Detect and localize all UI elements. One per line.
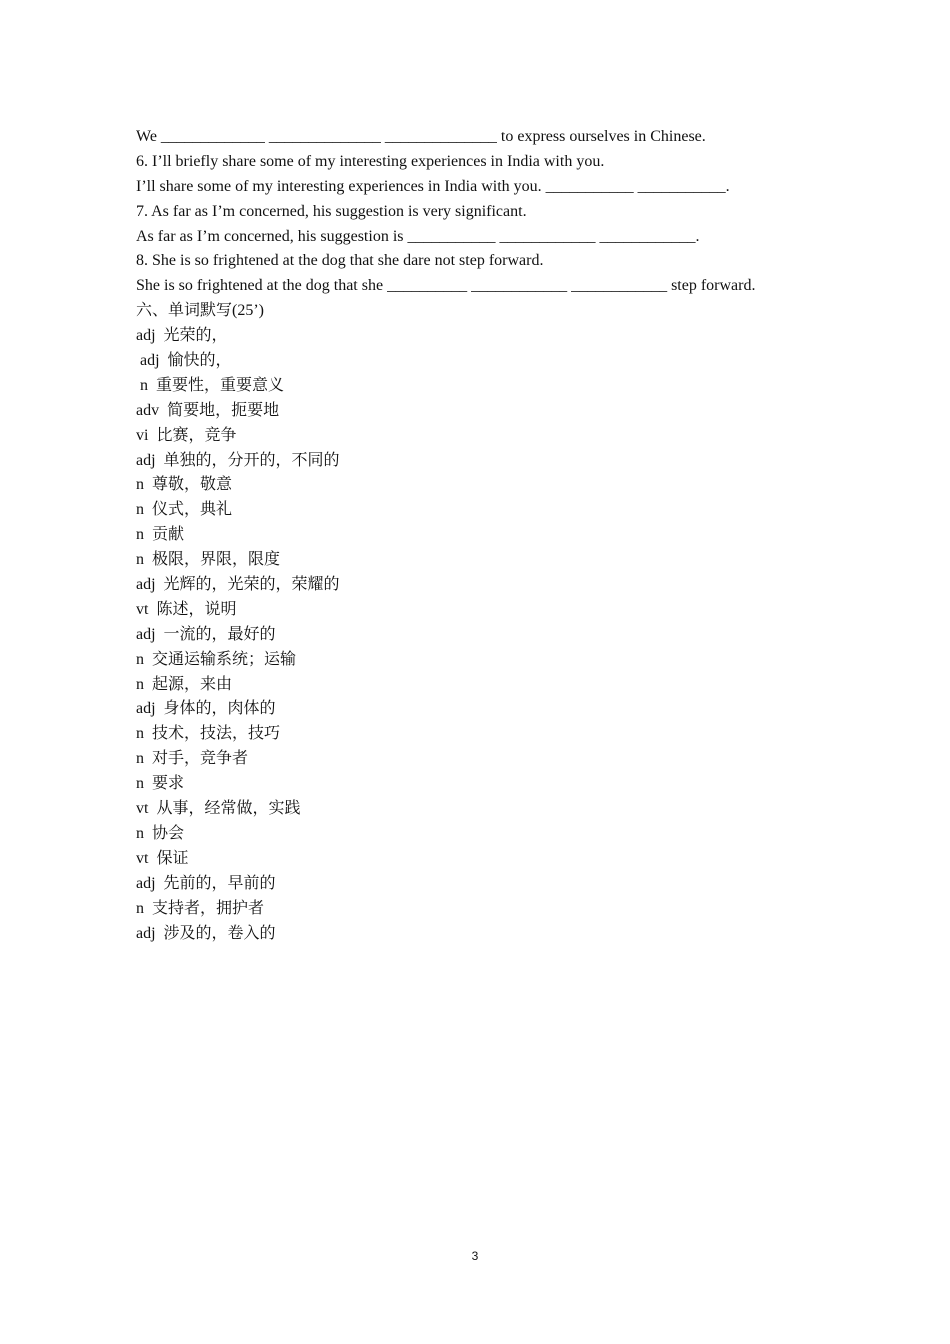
sentence-line: As far as I’m concerned, his suggestion is ___________ ____________ ____________. [136,227,700,245]
vocab-item: adj 光辉的，光荣的，荣耀的 [136,576,340,594]
section-heading: 六、单词默写(25’) [136,302,264,320]
vocab-item: adv 简要地，扼要地 [136,401,280,419]
vocab-item: adj 身体的，肉体的 [136,700,276,718]
sentence-line: I’ll share some of my interesting experiences in India with you. ___________ ___________. [136,177,730,195]
vocab-item: adj 光荣的， [136,327,228,345]
sentence-line: 7. As far as I’m concerned, his suggestion is very significant. [136,202,527,220]
vocab-item: n 尊敬，敬意 [136,476,233,494]
vocab-item: adj 先前的，早前的 [136,874,276,892]
vocab-item: n 对手，竞争者 [136,750,249,768]
sentence-line: 8. She is so frightened at the dog that she dare not step forward. [136,252,544,270]
vocab-item: n 协会 [136,824,185,842]
vocab-item: n 技术，技法，技巧 [136,725,281,743]
vocab-item: adj 涉及的，卷入的 [136,924,276,942]
vocab-item: n 仪式，典礼 [136,501,233,519]
vocab-item: n 重要性，重要意义 [136,376,285,394]
vocab-item: vt 从事，经常做，实践 [136,800,301,818]
sentence-line: We _____________ ______________ ______________ to express ourselves in Chinese. [136,128,706,145]
vocab-item: adj 一流的，最好的 [136,625,276,643]
vocab-item: adj 单独的，分开的，不同的 [136,451,340,469]
vocab-item: n 起源，来由 [136,675,233,693]
vocab-item: n 贡献 [136,526,185,544]
page-number: 3 [471,1249,479,1263]
vocab-item: n 要求 [136,775,185,793]
sentence-line: 6. I’ll briefly share some of my interesting experiences in India with you. [136,152,605,170]
vocab-item: n 极限，界限，限度 [136,551,281,569]
vocab-item: vt 陈述，说明 [136,600,237,618]
vocab-item: vt 保证 [136,849,189,867]
vocab-item: adj 愉快的， [136,352,232,370]
document-body [136,125,836,946]
vocab-item: n 交通运输系统；运输 [136,650,297,668]
vocab-item: n 支持者，拥护者 [136,899,265,917]
sentence-line: She is so frightened at the dog that she __________ ____________ ____________ step forward. [136,277,756,295]
vocab-item: vi 比赛，竞争 [136,426,237,444]
